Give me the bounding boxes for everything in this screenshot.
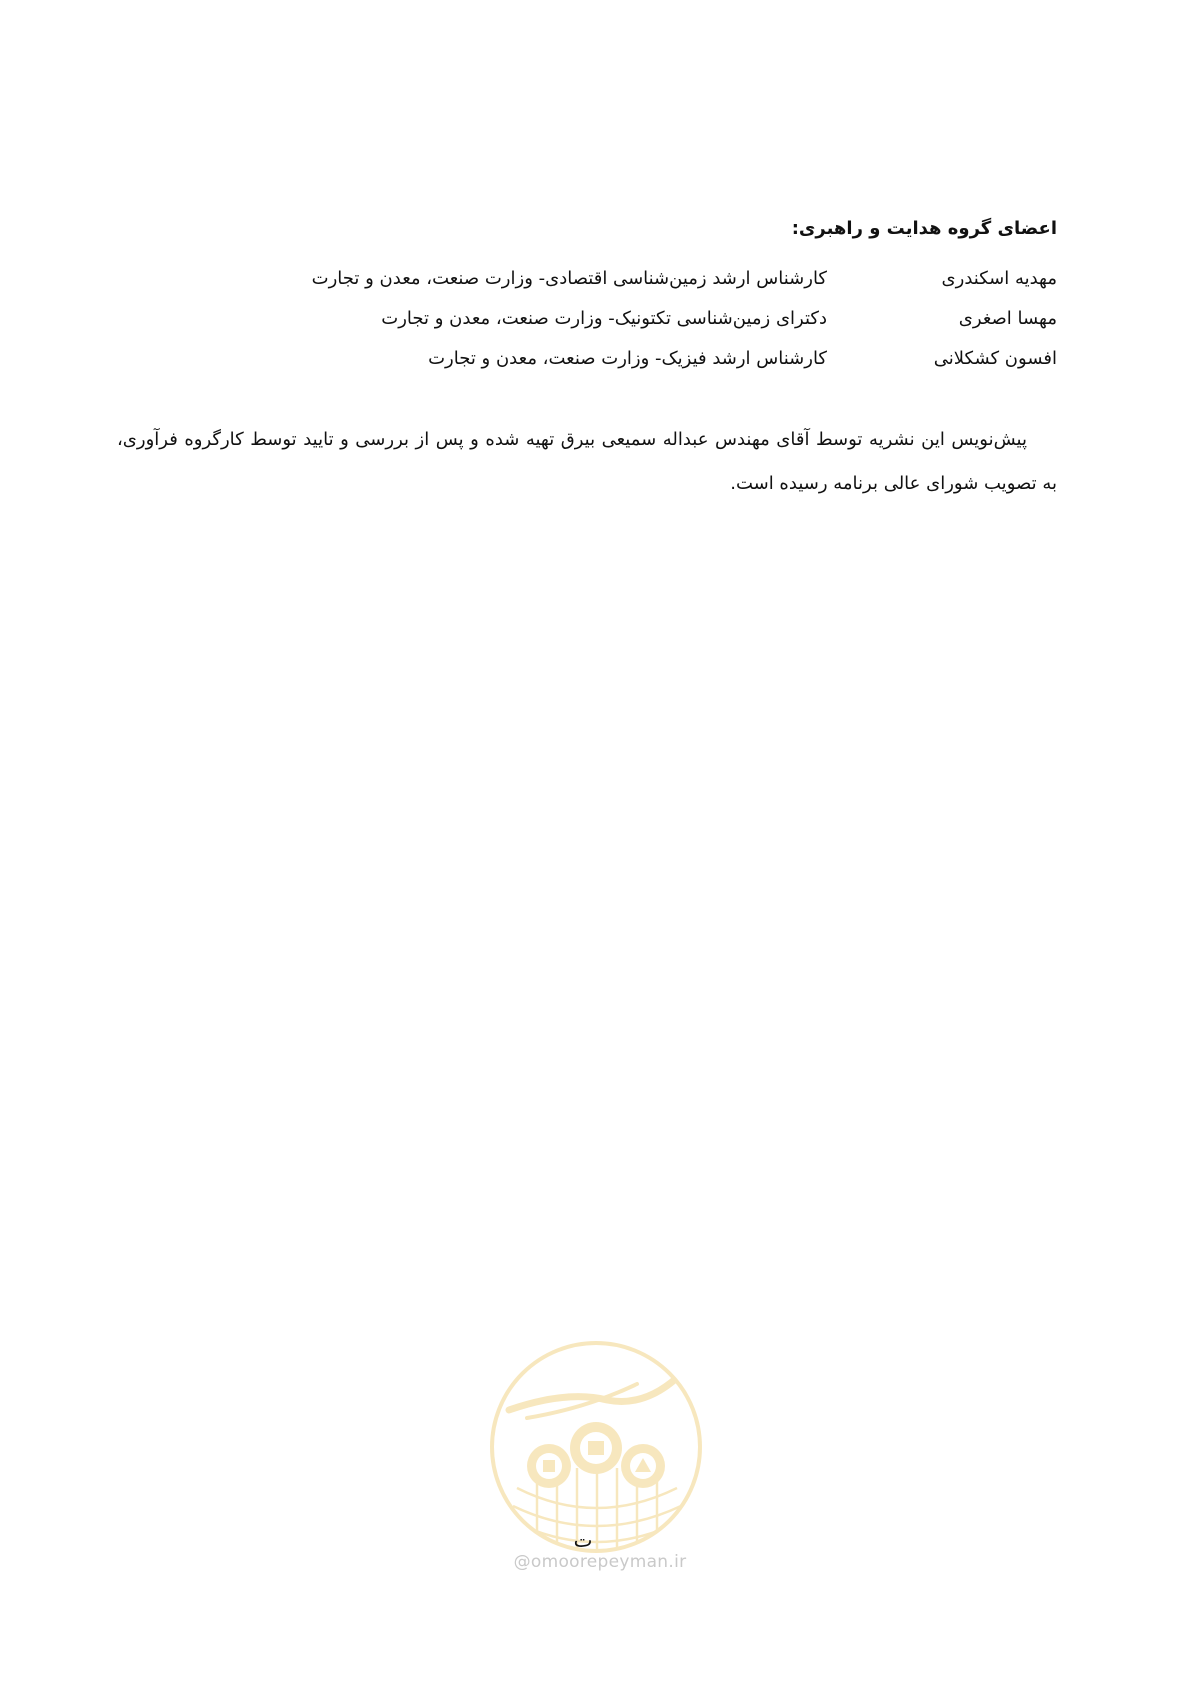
member-role: دکترای زمین‌شناسی تکتونیک- وزارت صنعت، معدن و تجارت bbox=[381, 308, 827, 329]
member-name: مهدیه اسکندری bbox=[941, 268, 1057, 289]
member-role: کارشناس ارشد فیزیک- وزارت صنعت، معدن و تجارت bbox=[428, 348, 827, 369]
member-row bbox=[137, 348, 1057, 378]
section-heading: اعضای گروه هدایت و راهبری: bbox=[791, 218, 1057, 239]
member-role: کارشناس ارشد زمین‌شناسی اقتصادی- وزارت صنعت، معدن و تجارت bbox=[311, 268, 827, 289]
omoorepeyman-seal-logo-icon bbox=[487, 1338, 705, 1556]
member-name: مهسا اصغری bbox=[958, 308, 1057, 329]
member-row bbox=[137, 308, 1057, 338]
watermark-url: @omoorepeyman.ir bbox=[513, 1552, 687, 1572]
member-row bbox=[137, 268, 1057, 298]
member-name: افسون کشکلانی bbox=[933, 348, 1057, 369]
body-paragraph bbox=[117, 418, 1057, 506]
page-number: ت bbox=[573, 1528, 593, 1552]
body-paragraph-text: پیش‌نویس این نشریه توسط آقای مهندس عبداله سمیعی بیرق تهیه شده و پس از بررسی و تایید توسط کارگروه فرآوری، به تصویب شورای عالی برنامه رسیده است. bbox=[117, 429, 1057, 494]
